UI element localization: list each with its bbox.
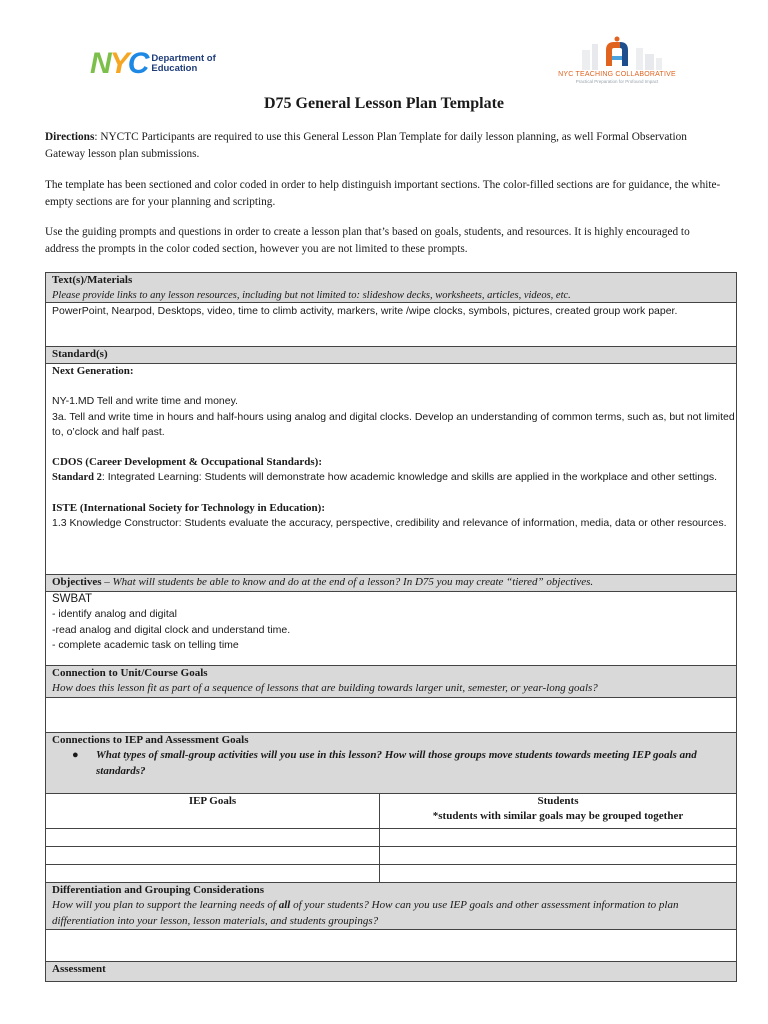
materials-header-row [46, 273, 736, 303]
objective-line: -read analog and digital clock and understand time. [52, 623, 291, 636]
objectives-dash: – [101, 576, 113, 588]
differentiation-prompt-a: How will you plan to support the learning needs of [52, 899, 279, 912]
materials-heading: Text(s)/Materials [52, 274, 133, 286]
differentiation-content-cell[interactable] [46, 930, 736, 962]
standards-header-row: Standard(s) [46, 347, 736, 364]
iep-table-row [46, 865, 736, 883]
students-column-title: Students [537, 795, 579, 807]
iste-text: 1.3 Knowledge Constructor: Students evaluate the accuracy, perspective, credibility and relevance of information, media, data or other resources. [52, 517, 727, 530]
iep-table-row [46, 847, 736, 865]
nyc-logo-line2: Education [151, 63, 198, 74]
iep-goal-cell[interactable] [46, 847, 380, 864]
differentiation-prompt-b: of your students? How can you use IEP goals and other assessment information to plan differentiation into your lesson, lesson materials, and students groupings? [52, 899, 679, 927]
iep-table-row [46, 829, 736, 847]
ntc-logo-tagline: Practical Preparation for Profound Impact [575, 79, 659, 84]
next-gen-line2: 3a. Tell and write time in hours and half-hours using analog and digital clocks. Develop an understanding of common terms, such as, but not limited to, o’clock and half past. [52, 410, 735, 438]
unit-goals-content-cell[interactable] [46, 698, 736, 733]
iep-goals-column-header: IEP Goals [46, 794, 380, 828]
next-gen-label: Next Generation: [52, 365, 134, 377]
bullet-icon: ● [72, 749, 79, 762]
color-coding-paragraph: The template has been sectioned and color coded in order to help distinguish important sections. The color-filled sections are for guidance, the white-empty sections are for your planning and scripting. [45, 179, 721, 208]
objectives-header-row [46, 575, 736, 592]
directions-label: Directions [45, 131, 95, 143]
nyc-doe-logo [90, 47, 216, 80]
differentiation-prompt [52, 898, 736, 929]
unit-goals-prompt: How does this lesson fit as part of a sequence of lessons that are building towards larger unit, semester, or year-long goals? [52, 682, 598, 695]
students-cell[interactable] [380, 865, 736, 882]
assessment-header-row: Assessment [46, 962, 736, 981]
iep-heading: Connections to IEP and Assessment Goals [52, 734, 249, 746]
page-title: D75 General Lesson Plan Template [263, 95, 504, 112]
guiding-prompts-paragraph: Use the guiding prompts and questions in order to create a lesson plan that’s based on goals, students, and resources. It is highly encouraged to address the prompts in the color coded section, however you are not limited to these prompts. [45, 226, 690, 255]
iste-label: ISTE (International Society for Technology in Education): [52, 501, 325, 514]
differentiation-header-row [46, 883, 736, 930]
directions-text: : NYCTC Participants are required to use this General Lesson Plan Template for daily lesson planning, as well Formal Observation Gateway lesson plan submissions. [45, 131, 687, 160]
students-column-note: *students with similar goals may be grouped together [432, 810, 684, 823]
objectives-heading: Objectives [52, 576, 102, 588]
students-cell[interactable] [380, 829, 736, 846]
nyc-letter-n: N [90, 47, 110, 80]
nyc-logo-mark [90, 47, 148, 80]
cdos-text-block [52, 470, 736, 485]
objective-line: - identify analog and digital [52, 608, 177, 621]
objective-line: - complete academic task on telling time [52, 638, 239, 651]
students-cell[interactable] [380, 847, 736, 864]
iep-bullet-item [52, 748, 736, 779]
differentiation-heading: Differentiation and Grouping Considerations [52, 884, 264, 896]
unit-goals-heading: Connection to Unit/Course Goals [52, 667, 208, 679]
nyc-logo-line1: Department of [151, 53, 216, 64]
iep-columns-header-row [46, 794, 736, 829]
materials-prompt: Please provide links to any lesson resources, including but not limited to: slideshow decks, worksheets, articles, videos, etc. [52, 290, 571, 302]
cdos-label: CDOS (Career Development & Occupational Standards): [52, 456, 322, 469]
objective-line: SWBAT [52, 593, 93, 605]
nyc-letter-c: C [127, 47, 148, 80]
lesson-plan-table [45, 272, 737, 982]
unit-goals-header-row [46, 666, 736, 698]
iep-header-row [46, 733, 736, 794]
iep-prompt: What types of small-group activities will you use in this lesson? How will those groups move students towards meeting IEP goals and standards? [96, 749, 697, 777]
differentiation-prompt-all: all [278, 899, 291, 912]
directions-paragraph [45, 129, 725, 163]
cdos-text: : Integrated Learning: Students will demonstrate how academic knowledge and skills are applied in the workplace and other settings. [101, 471, 718, 484]
iep-goal-cell[interactable] [46, 829, 380, 846]
nyc-teaching-collaborative-logo [552, 36, 682, 84]
students-column-header [380, 794, 736, 828]
materials-content-cell[interactable]: PowerPoint, Nearpod, Desktops, video, time to climb activity, markers, write /wipe clocks, symbols, pictures, created group work paper. [46, 303, 736, 347]
nyc-letter-y: Y [109, 47, 128, 80]
objectives-content-cell[interactable] [46, 592, 736, 666]
ntc-logo-name: NYC TEACHING COLLABORATIVE [558, 71, 676, 78]
cdos-standard-label: Standard 2 [52, 472, 102, 484]
iep-goal-cell[interactable] [46, 865, 380, 882]
objectives-prompt: What will students be able to know and do at the end of a lesson? In D75 you may create “tiered” objectives. [112, 576, 594, 588]
next-gen-line1: NY-1.MD Tell and write time and money. [52, 395, 238, 408]
ntc-skyline-icon [552, 36, 682, 70]
standards-content-cell[interactable] [46, 364, 736, 575]
nyc-logo-text [151, 54, 215, 74]
